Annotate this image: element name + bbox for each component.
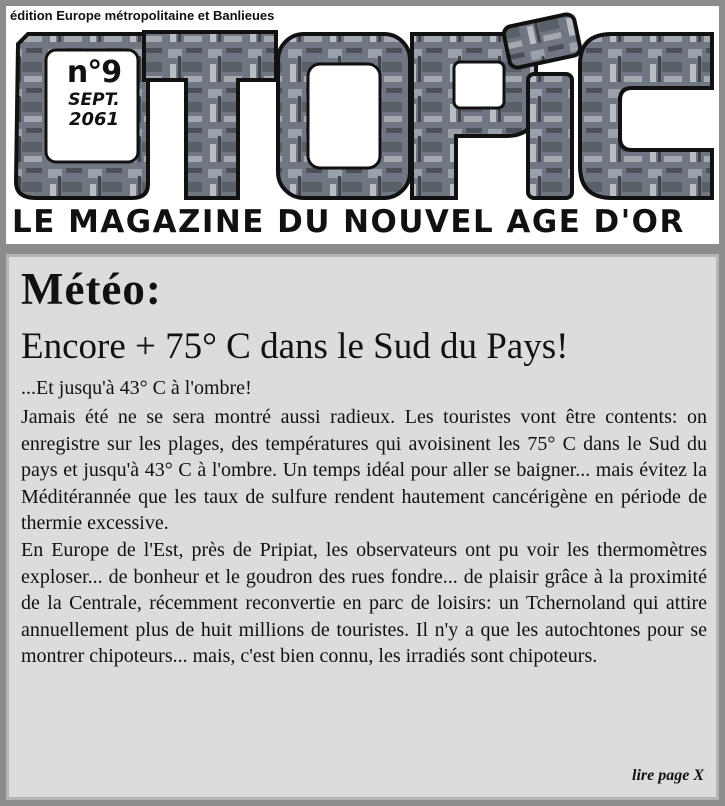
issue-badge — [54, 55, 134, 130]
logo-letter-i — [528, 74, 572, 198]
tagline: LE MAGAZINE DU NOUVEL AGE D'OR — [12, 204, 685, 240]
article-paragraph-2: En Europe de l'Est, près de Pripiat, les observateurs ont pu voir les thermomètres exploser... de bonheur et le goudron des rues fondre... de plaisir grâce à la proximité de la Centrale, récemment reconvertie en parc de loisirs: un Tchernoland qui attire annuellement plus de huit millions de touristes. Il n'y a que les autochtones pour se montrer chipoteurs... mais, c'est bien connu, les irradiés sont chipoteurs. — [21, 538, 707, 668]
weather-article — [6, 254, 719, 800]
section-title: Météo: — [21, 264, 162, 314]
article-headline: Encore + 75° C dans le Sud du Pays! — [21, 326, 569, 367]
logo-letter-t — [144, 32, 276, 198]
issue-month: SEPT. — [68, 90, 120, 110]
issue-number: n°9 — [66, 55, 122, 90]
continued-link[interactable]: lire page X — [632, 767, 704, 784]
article-body — [21, 404, 707, 670]
logo-letter-i-dot — [502, 13, 581, 69]
logo-letter-c — [580, 34, 712, 198]
issue-year: 2061 — [68, 109, 120, 130]
masthead — [6, 6, 719, 244]
article-subhead: ...Et jusqu'à 43° C à l'ombre! — [21, 377, 252, 399]
edition-label: édition Europe métropolitaine et Banlieues — [10, 8, 275, 23]
article-paragraph-1: Jamais été ne se sera montré aussi radieux. Les touristes vont être contents: on enregistre sur les plages, des températures qui avoisinent les 75° C dans le Sud du pays et jusqu'à 43° C à l'ombre. Un temps idéal pour aller se baigner... mais évitez la Méditérannée que les taux de sulfure rendent hautement cancérigène en période de thermie excessive. — [21, 406, 707, 535]
